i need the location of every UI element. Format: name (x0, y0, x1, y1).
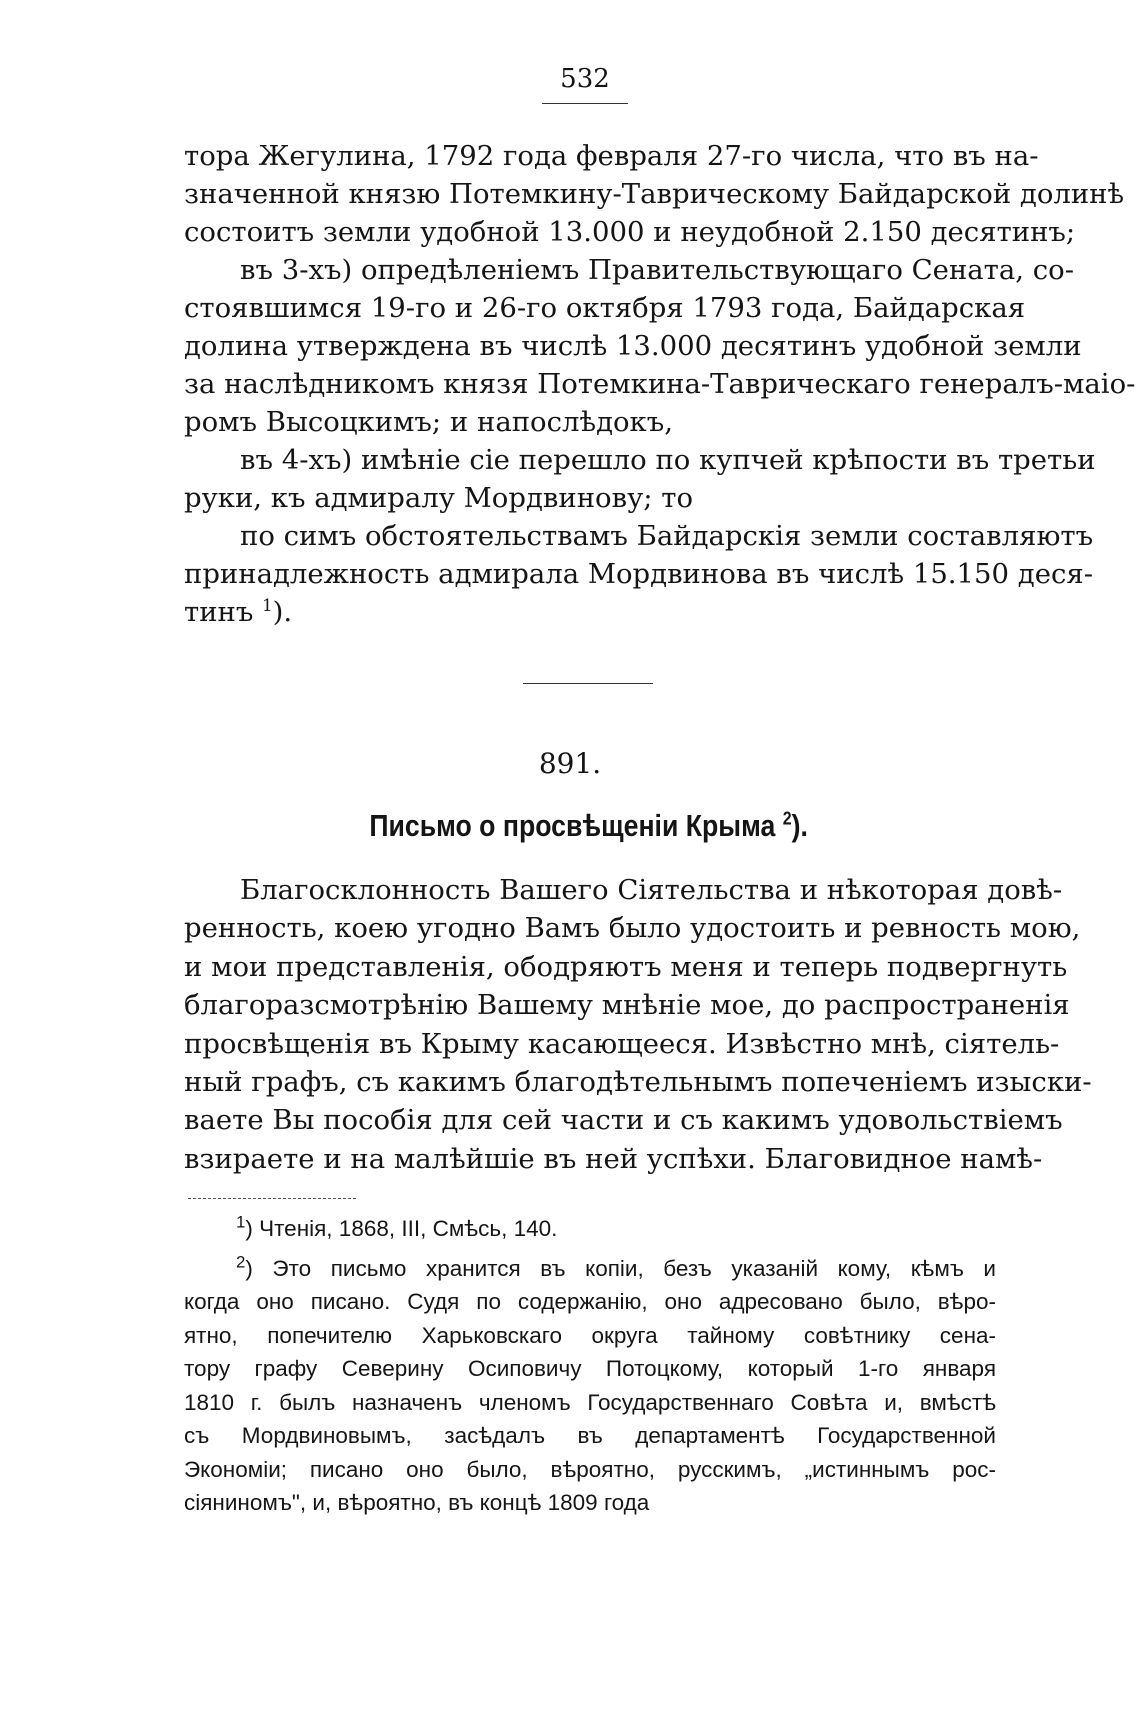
footnote-ref-1[interactable]: 1 (262, 595, 273, 615)
text-fragment: тинъ (184, 596, 254, 628)
footnote-separator (188, 1198, 356, 1199)
text-line: принадлежность адмирала Мордвинова въ числѣ 15.150 деся- (184, 558, 1094, 590)
text-line-final (184, 593, 996, 631)
footnote-2-line (184, 1252, 996, 1286)
page-number-underline (542, 103, 628, 104)
footnotes (184, 1212, 996, 1520)
text-line: состоитъ земли удобной 13.000 и неудобной 2.150 десятинъ; (184, 216, 1076, 248)
text-line: Благосклонность Вашего Сіятельства и нѣкоторая довѣ- (240, 874, 1063, 906)
footnote-1-marker: 1 (236, 1212, 246, 1232)
footnote-2-marker: 2 (236, 1252, 246, 1271)
footnote-2-line: съ Мордвиновымъ, засѣдалъ въ департаментѣ Государственной (184, 1423, 996, 1448)
text-line: въ 4-хъ) имѣніе сіе перешло по купчей крѣпости въ третьи (240, 444, 1096, 476)
text-line: тора Жегулина, 1792 года февраля 27-го числа, что въ на- (184, 140, 1039, 172)
footnote-1 (184, 1212, 996, 1246)
footnote-ref-2[interactable]: 2 (782, 807, 792, 829)
text-line: за наслѣдникомъ князя Потемкина-Таврическаго генералъ-маіо- (184, 368, 1136, 400)
text-line: въ 3-хъ) опредѣленіемъ Правительствующаго Сената, со- (240, 254, 1075, 286)
text-line: стоявшимся 19-го и 26-го октября 1793 года, Байдарская (184, 292, 1026, 324)
document-number: 891. (538, 747, 602, 780)
text-line: благоразсмотрѣнію Вашему мнѣніе мое, до распространенія (184, 989, 1070, 1022)
text-line: просвѣщенія въ Крыму касающееся. Извѣстно мнѣ, сіятель- (184, 1027, 1060, 1060)
footnote-2-line: сіяниномъ", и, вѣроятно, въ концѣ 1809 года (184, 1490, 650, 1515)
footnote-2-line: когда оно писано. Судя по содержанію, оно адресовано было, вѣро- (184, 1289, 996, 1314)
text-line: ваете Вы пособія для сей части и съ какимъ удовольствіемъ (184, 1104, 1063, 1137)
document-title-tail: ). (791, 808, 808, 843)
page-number: 532 (560, 64, 610, 94)
text-line: взираете и на малѣйшіе въ ней успѣхи. Благовидное намѣ- (184, 1142, 1043, 1175)
upper-text-block (184, 137, 1136, 631)
text-line: ромъ Высоцкимъ; и напослѣдокъ, (184, 406, 673, 438)
footnote-1-text: ) Чтенія, 1868, III, Смѣсь, 140. (245, 1216, 558, 1241)
footnote-2-line: Экономіи; писано оно было, вѣроятно, русскимъ, „истиннымъ рос- (184, 1456, 996, 1482)
text-line: руки, къ адмиралу Мордвинову; то (184, 482, 694, 514)
text-line: долина утверждена въ числѣ 13.000 десятинъ удобной земли (184, 330, 1082, 362)
document-title (81, 806, 1096, 846)
footnote-2-line: ятно, попечителю Харьковскаго округа тайному совѣтнику сена- (184, 1322, 996, 1348)
footnote-2-line: тору графу Северину Осиповичу Потоцкому, который 1-го января (184, 1356, 996, 1381)
text-line: ный графъ, съ какимъ благодѣтельнымъ попеченіемъ изыски- (184, 1065, 1092, 1098)
text-line: по симъ обстоятельствамъ Байдарскія земли составляютъ (240, 520, 1094, 552)
letter-text-block (184, 871, 1092, 1178)
footnote-2-line: 1810 г. былъ назначенъ членомъ Государственнаго Совѣта и, вмѣстѣ (184, 1389, 996, 1415)
footnote-2-text: ) Это письмо хранится въ копіи, безъ указаній кому, кѣмъ и (245, 1255, 996, 1281)
text-fragment: ). (272, 596, 293, 628)
section-divider (523, 683, 653, 684)
document-title-text: Письмо о просвѣщеніи Крыма (369, 808, 776, 843)
text-line: значенной князю Потемкину-Таврическому Байдарской долинѣ (184, 178, 1125, 210)
text-line: и мои представленія, ободряютъ меня и теперь подвергнуть (184, 950, 1068, 983)
text-line: ренность, коею угодно Вамъ было удостоить и ревность мою, (184, 912, 1081, 945)
